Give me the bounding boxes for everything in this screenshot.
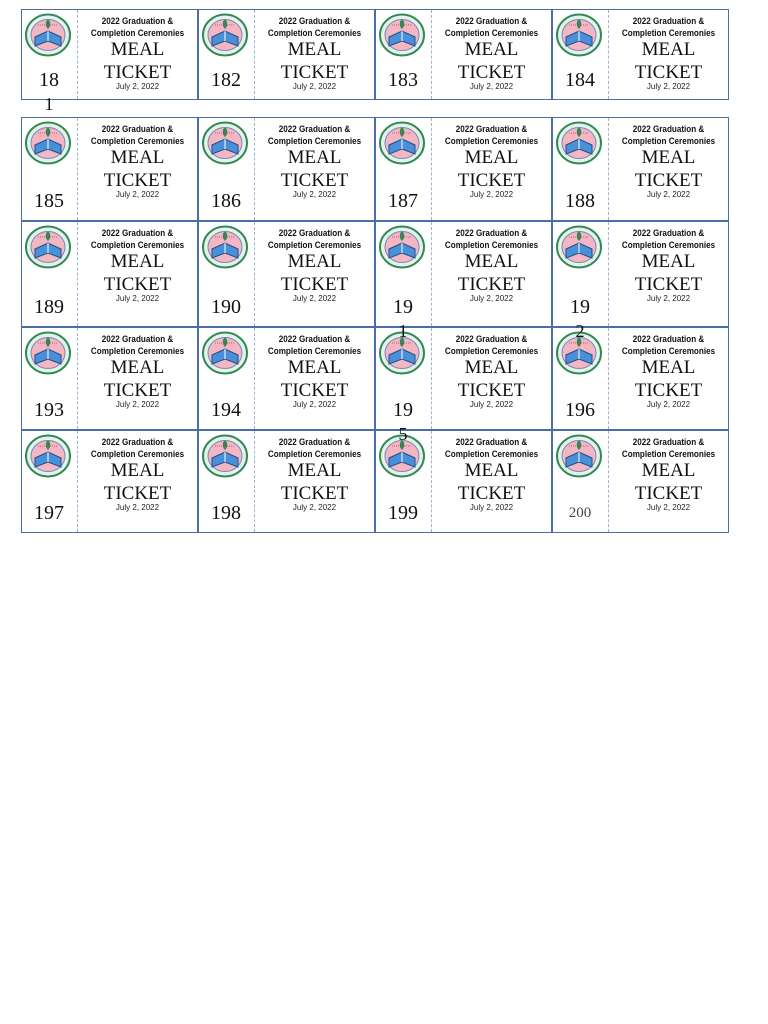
ticket-date: July 2, 2022 <box>469 400 514 409</box>
ceremony-heading: 2022 Graduation & Completion Ceremonies <box>621 124 716 146</box>
ticket-date: July 2, 2022 <box>469 190 514 199</box>
ticket-date: July 2, 2022 <box>115 503 160 512</box>
ticket-number: 19 <box>393 296 413 318</box>
ticket-title: MEAL TICKET <box>457 147 526 191</box>
ticket-title: MEAL TICKET <box>280 251 349 295</box>
meal-ticket <box>375 327 552 444</box>
ticket-body <box>609 328 728 429</box>
ticket-title: MEAL TICKET <box>457 251 526 295</box>
ticket-date: July 2, 2022 <box>469 294 514 303</box>
ticket-stub <box>22 222 78 326</box>
ticket-date: July 2, 2022 <box>646 503 691 512</box>
ticket-stub <box>553 431 609 532</box>
school-seal-icon <box>378 121 426 165</box>
ceremony-heading: 2022 Graduation & Completion Ceremonies <box>444 334 539 356</box>
ticket-stub <box>376 431 432 532</box>
ticket-body <box>609 118 728 220</box>
meal-ticket <box>198 221 375 327</box>
school-seal-icon <box>555 13 603 57</box>
ticket-number: 189 <box>34 296 64 318</box>
school-seal-icon <box>555 225 603 269</box>
ticket-number: 193 <box>34 399 64 421</box>
ticket-number: 19 <box>393 399 413 421</box>
meal-ticket <box>198 117 375 221</box>
ticket-date: July 2, 2022 <box>115 82 160 91</box>
ticket-date: July 2, 2022 <box>115 400 160 409</box>
ticket-title: MEAL TICKET <box>634 39 703 83</box>
school-seal-icon <box>201 225 249 269</box>
ticket-date: July 2, 2022 <box>115 190 160 199</box>
ceremony-heading: 2022 Graduation & Completion Ceremonies <box>621 228 716 250</box>
meal-ticket <box>21 327 198 430</box>
ticket-body <box>432 10 551 99</box>
ticket-date: July 2, 2022 <box>115 294 160 303</box>
ceremony-heading: 2022 Graduation & Completion Ceremonies <box>444 228 539 250</box>
ticket-body <box>255 118 374 220</box>
ceremony-heading: 2022 Graduation & Completion Ceremonies <box>90 437 185 459</box>
ceremony-heading: 2022 Graduation & Completion Ceremonies <box>90 124 185 146</box>
ticket-date: July 2, 2022 <box>646 400 691 409</box>
ticket-stub <box>199 10 255 99</box>
ticket-body <box>432 431 551 532</box>
meal-ticket <box>552 117 729 221</box>
ticket-number: 194 <box>211 399 241 421</box>
ticket-date: July 2, 2022 <box>646 294 691 303</box>
school-seal-icon <box>555 121 603 165</box>
ticket-date: July 2, 2022 <box>292 400 337 409</box>
ticket-title: MEAL TICKET <box>634 460 703 504</box>
ceremony-heading: 2022 Graduation & Completion Ceremonies <box>90 16 185 38</box>
ticket-title: MEAL TICKET <box>457 39 526 83</box>
ticket-stub <box>376 328 432 444</box>
ceremony-heading: 2022 Graduation & Completion Ceremonies <box>444 16 539 38</box>
meal-ticket <box>21 221 198 327</box>
ticket-body <box>255 328 374 429</box>
ticket-number: 187 <box>388 190 418 212</box>
ticket-title: MEAL TICKET <box>280 460 349 504</box>
ticket-date: July 2, 2022 <box>646 82 691 91</box>
ticket-date: July 2, 2022 <box>292 190 337 199</box>
meal-ticket <box>375 430 552 533</box>
ticket-body <box>78 10 197 99</box>
ticket-stub <box>22 328 78 429</box>
ticket-stub <box>199 222 255 326</box>
school-seal-icon <box>24 121 72 165</box>
ticket-title: MEAL TICKET <box>103 460 172 504</box>
school-seal-icon <box>24 331 72 375</box>
school-seal-icon <box>378 13 426 57</box>
ceremony-heading: 2022 Graduation & Completion Ceremonies <box>267 334 362 356</box>
ticket-body <box>609 10 728 99</box>
school-seal-icon <box>201 331 249 375</box>
ticket-body <box>432 118 551 220</box>
ticket-title: MEAL TICKET <box>280 147 349 191</box>
ticket-body <box>255 10 374 99</box>
ticket-stub <box>376 222 432 341</box>
ceremony-heading: 2022 Graduation & Completion Ceremonies <box>621 334 716 356</box>
meal-ticket <box>375 221 552 341</box>
meal-ticket <box>21 430 198 533</box>
ticket-date: July 2, 2022 <box>292 82 337 91</box>
school-seal-icon <box>24 225 72 269</box>
ceremony-heading: 2022 Graduation & Completion Ceremonies <box>267 16 362 38</box>
ticket-stub <box>553 222 609 341</box>
ticket-number: 197 <box>34 502 64 524</box>
ticket-stub <box>553 10 609 99</box>
ticket-title: MEAL TICKET <box>634 357 703 401</box>
meal-ticket <box>552 221 729 341</box>
meal-ticket <box>552 327 729 430</box>
ticket-number: 196 <box>565 399 595 421</box>
school-seal-icon <box>201 434 249 478</box>
school-seal-icon <box>201 121 249 165</box>
meal-ticket <box>21 117 198 221</box>
ticket-number: 199 <box>388 502 418 524</box>
ceremony-heading: 2022 Graduation & Completion Ceremonies <box>90 228 185 250</box>
ticket-body <box>609 222 728 326</box>
ticket-title: MEAL TICKET <box>457 460 526 504</box>
ticket-number: 19 <box>570 296 590 318</box>
ticket-number: 198 <box>211 502 241 524</box>
meal-ticket <box>375 9 552 100</box>
ticket-title: MEAL TICKET <box>280 39 349 83</box>
ticket-title: MEAL TICKET <box>634 147 703 191</box>
ticket-number: 188 <box>565 190 595 212</box>
ticket-body <box>78 431 197 532</box>
ticket-stub <box>199 328 255 429</box>
ticket-title: MEAL TICKET <box>103 147 172 191</box>
meal-ticket <box>198 9 375 100</box>
ticket-stub <box>22 10 78 114</box>
ticket-number: 182 <box>211 69 241 91</box>
ticket-body <box>432 328 551 429</box>
school-seal-icon <box>378 225 426 269</box>
school-seal-icon <box>555 434 603 478</box>
ceremony-heading: 2022 Graduation & Completion Ceremonies <box>444 437 539 459</box>
ticket-number: 200 <box>568 505 592 521</box>
ticket-number: 190 <box>211 296 241 318</box>
ticket-stub <box>22 431 78 532</box>
meal-ticket <box>198 327 375 430</box>
ticket-title: MEAL TICKET <box>103 357 172 401</box>
ticket-body <box>432 222 551 326</box>
ticket-body <box>78 222 197 326</box>
ticket-body <box>255 431 374 532</box>
ticket-stub <box>553 328 609 429</box>
ticket-stub <box>22 118 78 220</box>
ticket-date: July 2, 2022 <box>469 82 514 91</box>
ticket-date: July 2, 2022 <box>292 294 337 303</box>
ticket-number-overflow: 1 <box>398 321 408 341</box>
ticket-title: MEAL TICKET <box>280 357 349 401</box>
ticket-number: 184 <box>565 69 595 91</box>
ticket-stub <box>376 10 432 99</box>
ticket-number: 185 <box>34 190 64 212</box>
ticket-body <box>78 118 197 220</box>
ceremony-heading: 2022 Graduation & Completion Ceremonies <box>444 124 539 146</box>
ticket-title: MEAL TICKET <box>103 39 172 83</box>
meal-ticket <box>375 117 552 221</box>
meal-ticket <box>552 9 729 100</box>
school-seal-icon <box>201 13 249 57</box>
meal-ticket <box>552 430 729 533</box>
school-seal-icon <box>24 13 72 57</box>
ceremony-heading: 2022 Graduation & Completion Ceremonies <box>267 228 362 250</box>
ticket-stub <box>553 118 609 220</box>
ticket-stub <box>199 118 255 220</box>
ticket-title: MEAL TICKET <box>634 251 703 295</box>
ceremony-heading: 2022 Graduation & Completion Ceremonies <box>621 16 716 38</box>
ticket-number: 186 <box>211 190 241 212</box>
ticket-date: July 2, 2022 <box>646 190 691 199</box>
ticket-title: MEAL TICKET <box>457 357 526 401</box>
ticket-number-overflow: 1 <box>44 94 54 114</box>
ticket-number-overflow: 2 <box>575 321 585 341</box>
ceremony-heading: 2022 Graduation & Completion Ceremonies <box>621 437 716 459</box>
ticket-number: 183 <box>388 69 418 91</box>
ticket-body <box>78 328 197 429</box>
ticket-stub <box>199 431 255 532</box>
ticket-body <box>255 222 374 326</box>
meal-ticket <box>198 430 375 533</box>
ticket-body <box>609 431 728 532</box>
ceremony-heading: 2022 Graduation & Completion Ceremonies <box>90 334 185 356</box>
ticket-stub <box>376 118 432 220</box>
ceremony-heading: 2022 Graduation & Completion Ceremonies <box>267 124 362 146</box>
meal-ticket <box>21 9 198 114</box>
ticket-date: July 2, 2022 <box>292 503 337 512</box>
ticket-title: MEAL TICKET <box>103 251 172 295</box>
ticket-number: 18 <box>39 69 59 91</box>
ticket-date: July 2, 2022 <box>469 503 514 512</box>
school-seal-icon <box>24 434 72 478</box>
ticket-number-overflow: 5 <box>398 424 408 444</box>
ceremony-heading: 2022 Graduation & Completion Ceremonies <box>267 437 362 459</box>
